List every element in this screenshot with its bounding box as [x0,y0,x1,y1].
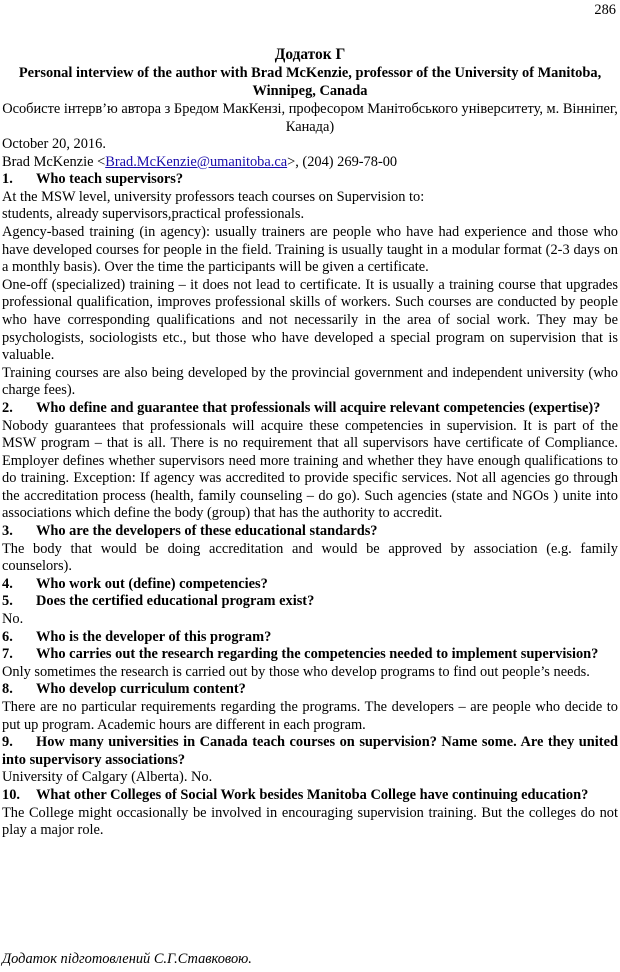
question-9 [2,734,618,769]
contact-line [2,154,618,172]
question-2 [2,400,618,418]
question-6 [2,629,618,647]
contact-name: Brad McKenzie < [2,153,106,170]
question-number: 2. [2,399,13,416]
question-text: Who carries out the research regarding the competencies needed to implement supervision? [36,646,599,663]
answer-3: The body that would be doing accreditation and would be approved by association (e.g. family counselors). [2,540,618,575]
question-text: Who are the developers of these educational standards? [36,523,378,540]
question-text: Who is the developer of this program? [36,628,272,645]
subtitle-ukrainian: Особисте інтерв’ю автора з Бредом МакКензі, професором Манітобського університету, м. Вінніпег, Канада) [2,101,618,135]
question-text: What other Colleges of Social Work besides Manitoba College have continuing education? [36,786,589,803]
answer-1-training-courses: Training courses are also being developed by the provincial government and independent university (who charge fees). [2,364,618,399]
footer-note: Додаток підготовлений С.Г.Ставковою. [2,951,252,967]
answer-8: There are no particular requirements regarding the programs. The developers – are people who decide to put up program. Academic hours are different in each program. [2,699,618,733]
email-link[interactable]: Brad.McKenzie@umanitoba.ca [105,153,288,170]
page-number: 286 [594,2,616,18]
contact-phone: >, (204) 269-78-00 [287,153,398,170]
question-number: 4. [2,575,13,592]
question-number: 1. [2,171,13,188]
question-number: 10. [2,786,20,803]
interview-date: October 20, 2016. [2,136,106,152]
answer-5: No. [2,611,24,628]
question-text: Who define and guarantee that professionals will acquire relevant competencies (expertise)? [36,399,601,416]
appendix-title: Додаток Г [274,46,346,63]
question-text: How many universities in Canada teach courses on supervision? Name some. Are they united into supervisory associations? [2,734,618,768]
question-number: 8. [2,681,13,698]
question-5 [2,593,618,611]
answer-10: The College might occasionally be involved in encouraging supervision training. But the colleges do not play a major role. [2,804,618,839]
question-number: 9. [2,734,13,751]
question-text: Does the certified educational program exist? [36,593,315,610]
question-8 [2,681,618,699]
question-text: Who teach supervisors? [36,171,184,188]
question-text: Who work out (define) competencies? [36,575,268,592]
question-number: 5. [2,593,13,610]
question-4 [2,576,618,594]
answer-1-audience: students, already supervisors,practical professionals. [2,206,305,223]
answer-2: Nobody guarantees that professionals will acquire these competencies in supervision. It is part of the MSW program – that is all. There is no requirement that all supervisors have certificate of Compliance. Employer defines whether supervisors need more training and whether they have enough qualifications to do training. Exception: If agency was accredited to provide specific services. Not all agencies go through the accreditation process (health, family counseling – do go). Such agencies (state and NGOs ) unite into associations which define the body (group) that has the authority to accredit. [2,417,618,522]
question-number: 6. [2,628,13,645]
question-3 [2,523,618,541]
answer-1-one-off-training: One-off (specialized) training – it does not lead to certificate. It is usually a training course that upgrades professional qualification, improves professional skills of workers. Such courses are conducted by people who have corresponding qualifications and not necessarily in the area of social work. They may be psychologists, sociologists etc., but those who have developed a special program on supervision that is valuable. [2,276,618,364]
question-number: 7. [2,646,13,663]
question-10 [2,787,618,805]
document-page [2,0,618,840]
answer-7: Only sometimes the research is carried out by those who develop programs to find out people’s needs. [2,663,590,680]
answer-1-agency-training: Agency-based training (in agency): usually trainers are people who have had experience and those who have developed courses for people in the field. Training is usually taught in a modular format (2-3 days on a monthly basis). Over the time the participants will be given a certificate. [2,223,618,276]
answer-9: University of Calgary (Alberta). No. [2,769,213,786]
answer-1-intro: At the MSW level, university professors teach courses on Supervision to: [2,188,425,205]
question-number: 3. [2,523,13,540]
subtitle-english: Personal interview of the author with Brad McKenzie, professor of the University of Manitoba, Winnipeg, Canada [18,65,602,99]
question-7 [2,646,618,664]
question-1 [2,171,618,189]
question-text: Who develop curriculum content? [36,681,246,698]
